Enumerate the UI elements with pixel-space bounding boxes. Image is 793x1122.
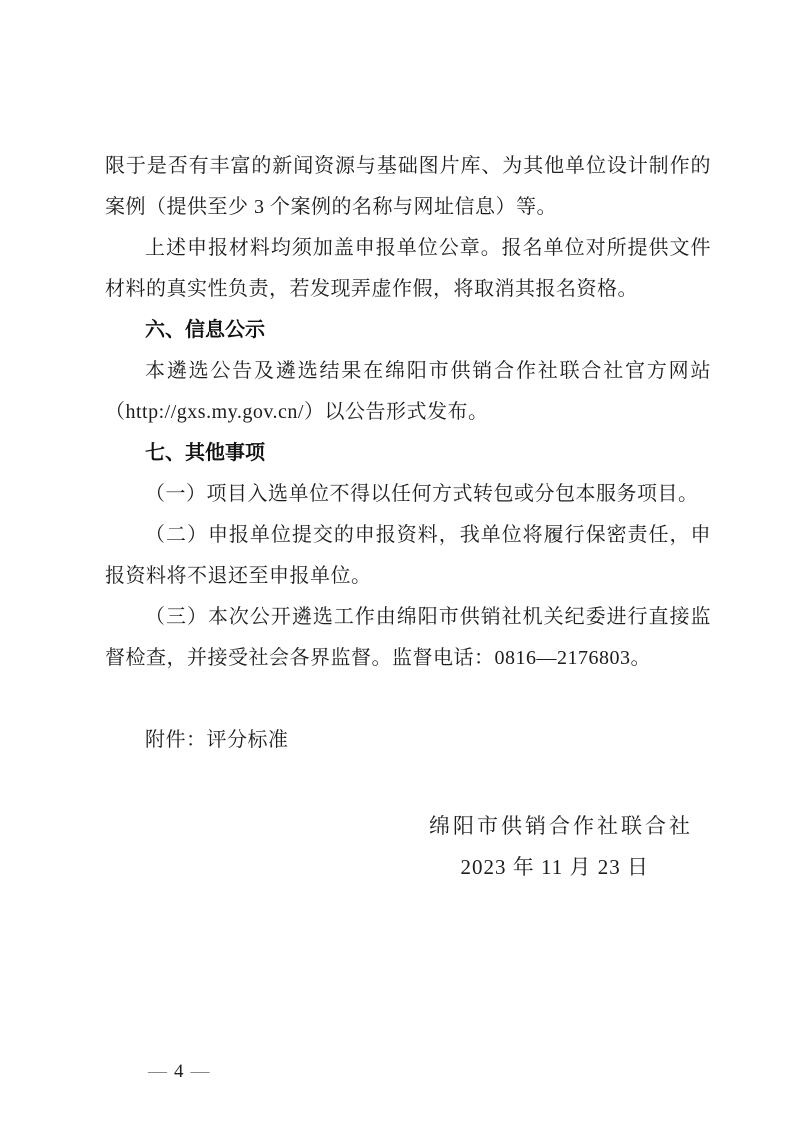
page-number-dash-right: — bbox=[190, 1061, 210, 1082]
page-number bbox=[122, 1036, 217, 1108]
section-heading-information-disclosure: 六、信息公示 bbox=[145, 319, 265, 341]
issue-date: 2023 年 11 月 23 日 bbox=[460, 855, 649, 879]
issuing-organization: 绵阳市供销合作社联合社 bbox=[429, 814, 693, 838]
paragraph-item-1-no-subcontract: （一）项目入选单位不得以任何方式转包或分包本服务项目。 bbox=[145, 483, 699, 505]
signature-block bbox=[105, 806, 711, 888]
attachment-line: 附件：评分标准 bbox=[145, 729, 289, 751]
paragraph-continued-from-previous-page: 限于是否有丰富的新闻资源与基础图片库、为其他单位设计制作的案例（提供至少 3 个案例的名称与网址信息）等。 bbox=[105, 155, 711, 218]
document-content bbox=[105, 146, 711, 888]
page-number-dash-left: — bbox=[148, 1061, 167, 1082]
section-heading-other-matters: 七、其他事项 bbox=[145, 442, 265, 464]
paragraph-item-2-confidentiality: （二）申报单位提交的申报资料，我单位将履行保密责任，申报资料将不退还至申报单位。 bbox=[105, 524, 711, 587]
paragraph-announcement-website: 本遴选公告及遴选结果在绵阳市供销合作社联合社官方网站（http://gxs.my.gov.cn/）以公告形式发布。 bbox=[105, 360, 711, 423]
page-number-value: 4 bbox=[174, 1061, 184, 1082]
paragraph-item-3-supervision: （三）本次公开遴选工作由绵阳市供销社机关纪委进行直接监督检查，并接受社会各界监督。监督电话：0816—2176803。 bbox=[105, 606, 711, 669]
paragraph-materials-stamp: 上述申报材料均须加盖申报单位公章。报名单位对所提供文件材料的真实性负责，若发现弄虚作假，将取消其报名资格。 bbox=[105, 237, 711, 300]
